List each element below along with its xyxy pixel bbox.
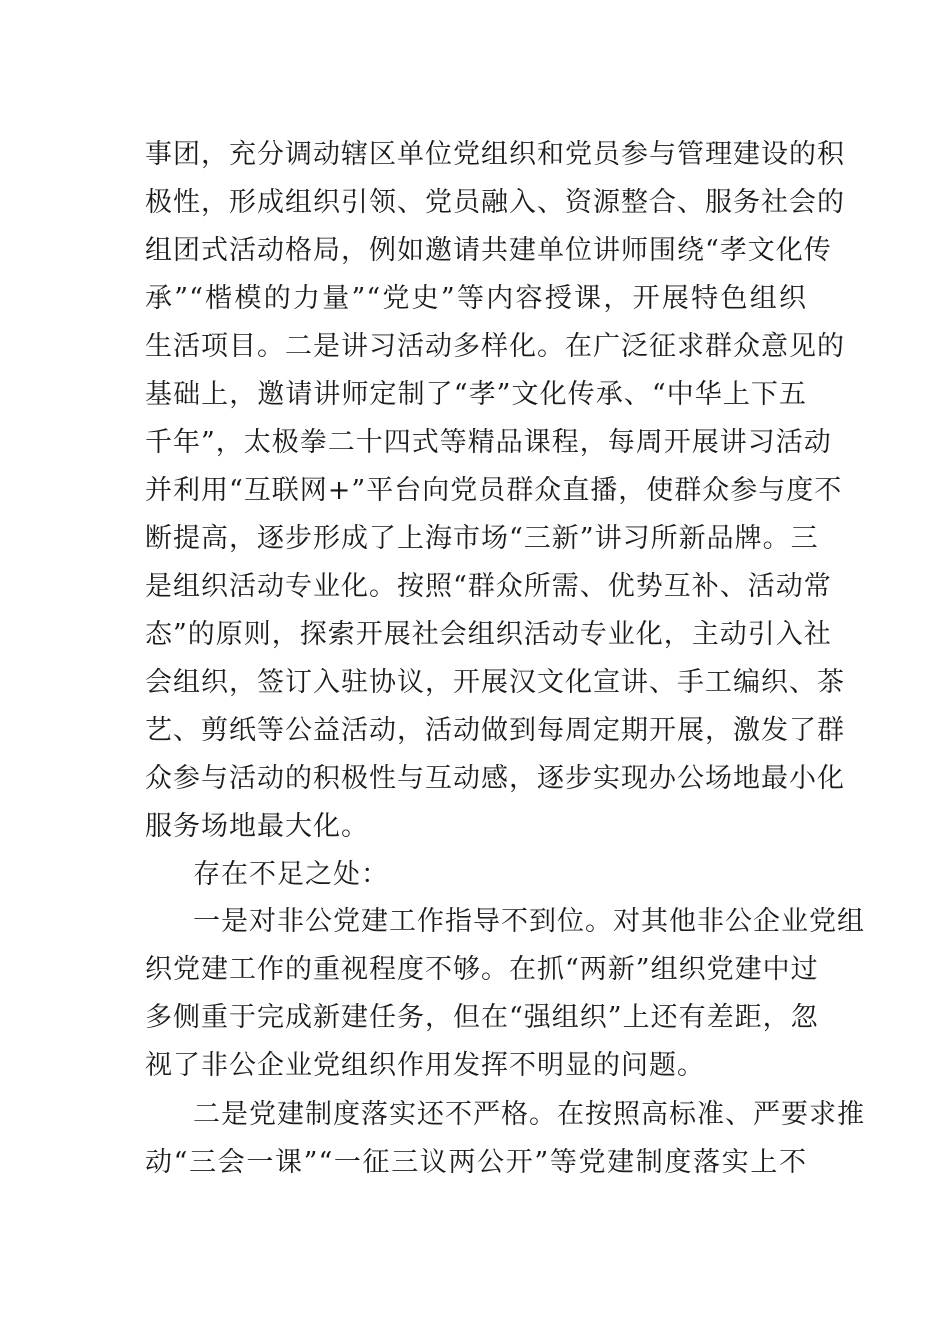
text-line: 组团式活动格局，例如邀请共建单位讲师围绕“孝文化传	[145, 235, 832, 266]
text-line: 多侧重于完成新建任务，但在“强组织”上还有差距，忽	[145, 1002, 819, 1033]
text-line: 断提高，逐步形成了上海市场“三新”讲习所新品牌。三	[145, 523, 819, 554]
text-line: 态”的原则，探索开展社会组织活动专业化，主动引入社	[145, 619, 832, 650]
text-line: 众参与活动的积极性与互动感，逐步实现办公场地最小化	[145, 763, 845, 794]
text-line: 极性，形成组织引领、党员融入、资源整合、服务社会的	[145, 187, 845, 218]
text-line: 二是党建制度落实还不严格。在按照高标准、严要求推	[193, 1099, 865, 1130]
text-line: 并利用“互联网+”平台向党员群众直播，使群众参与度不	[145, 475, 843, 506]
text-line: 艺、剪纸等公益活动，活动做到每周定期开展，激发了群	[145, 715, 845, 746]
text-line: 织党建工作的重视程度不够。在抓“两新”组织党建中过	[145, 954, 819, 985]
text-line: 一是对非公党建工作指导不到位。对其他非公企业党组	[193, 906, 865, 937]
text-line: 会组织，签订入驻协议，开展汉文化宣讲、手工编织、茶	[145, 667, 845, 698]
text-line: 视了非公企业党组织作用发挥不明显的问题。	[145, 1050, 705, 1081]
text-line: 基础上，邀请讲师定制了“孝”文化传承、“中华上下五	[145, 379, 807, 410]
text-line: 事团，充分调动辖区单位党组织和党员参与管理建设的积	[145, 139, 845, 170]
text-line: 生活项目。二是讲习活动多样化。在广泛征求群众意见的	[145, 331, 845, 362]
text-line: 动“三会一课”“一征三议两公开”等党建制度落实上不	[145, 1147, 807, 1178]
section-heading: 存在不足之处：	[193, 859, 389, 890]
text-line: 是组织活动专业化。按照“群众所需、优势互补、活动常	[145, 571, 832, 602]
text-line: 承”“楷模的力量”“党史”等内容授课，开展特色组织	[145, 283, 807, 314]
text-line: 服务场地最大化。	[145, 811, 369, 842]
text-line: 千年”，太极拳二十四式等精品课程，每周开展讲习活动	[145, 427, 832, 458]
